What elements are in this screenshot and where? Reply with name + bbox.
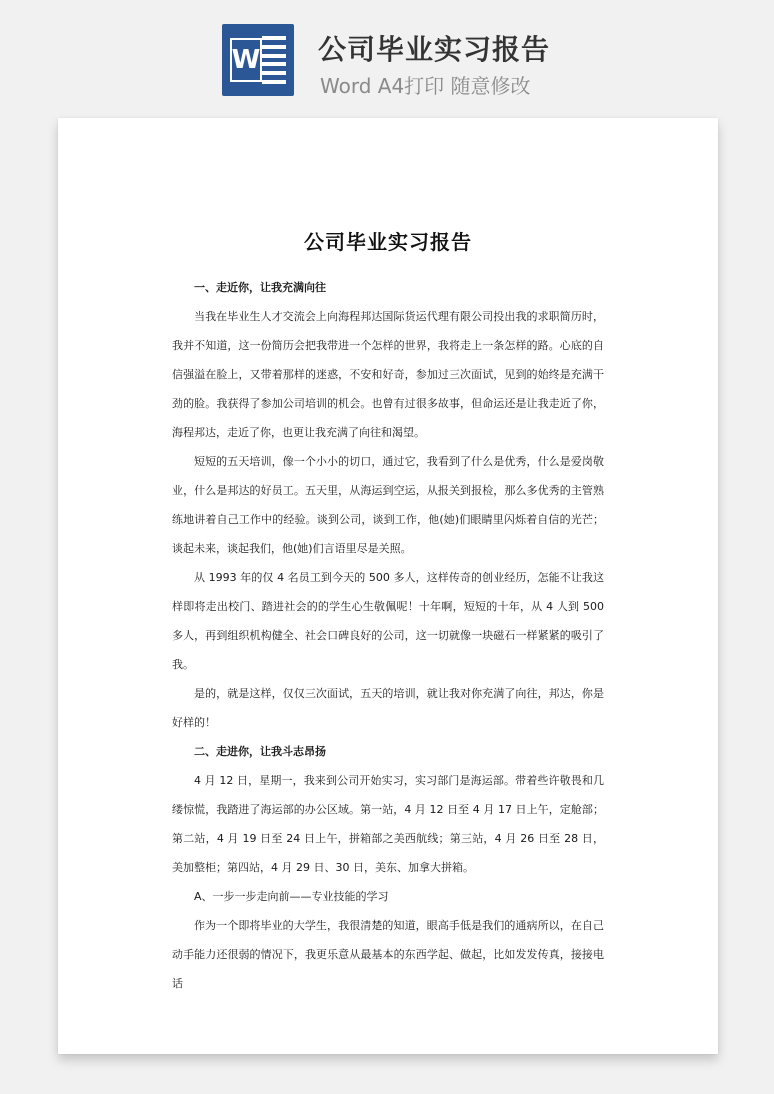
banner-subtitle: Word A4打印 随意修改 [320, 74, 531, 98]
paragraph: 当我在毕业生人才交流会上向海程邦达国际货运代理有限公司投出我的求职简历时，我并不知道，这一份简历会把我带进一个怎样的世界，我将走上一条怎样的路。心底的自信强溢在脸上，又带着那样的迷惑，不安和好奇，参加过三次面试，见到的始终是充满干劲的脸。我获得了参加公司培训的机会。也曾有过很多故事，但命运还是让我走近了你，海程邦达，走近了你，也更让我充满了向往和渴望。 [172, 310, 604, 439]
paragraph: A、一步一步走向前——专业技能的学习 [194, 890, 389, 903]
section-heading: 一、走近你，让我充满向往 [194, 281, 326, 294]
document-body [172, 273, 604, 998]
paragraph: 短短的五天培训，像一个小小的切口，通过它，我看到了什么是优秀，什么是爱岗敬业，什么是邦达的好员工。五天里，从海运到空运，从报关到报检，那么多优秀的主管熟练地讲着自己工作中的经验。谈到公司，谈到工作，他(她)们眼睛里闪烁着自信的光芒；谈起未来，谈起我们，他(她)们言语里尽是关照。 [172, 455, 604, 555]
banner [0, 0, 774, 118]
document-lines-icon [262, 36, 286, 84]
document-page [58, 118, 718, 1054]
paragraph: 是的，就是这样，仅仅三次面试，五天的培训，就让我对你充满了向往，邦达，你是好样的！ [172, 687, 604, 729]
section-heading: 二、走进你，让我斗志昂扬 [194, 745, 326, 758]
paragraph: 作为一个即将毕业的大学生，我很清楚的知道，眼高手低是我们的通病所以，在自己动手能力还很弱的情况下，我更乐意从最基本的东西学起、做起，比如发发传真，接接电话 [172, 919, 604, 990]
word-logo-letter: W [230, 38, 262, 82]
word-document-icon [222, 24, 294, 96]
paragraph: 4 月 12 日，星期一，我来到公司开始实习，实习部门是海运部。带着些许敬畏和几缕惊慌，我踏进了海运部的办公区域。第一站，4 月 12 日至 4 月 17 日上午，定舱部；第二站，4 月 19 日至 24 日上午，拼箱部之美西航线；第三站，4 月 26 日至 28 日，美加整柜；第四站，4 月 29 日、30 日，美东、加拿大拼箱。 [172, 774, 604, 874]
banner-title: 公司毕业实习报告 [318, 33, 551, 66]
paragraph: 从 1993 年的仅 4 名员工到今天的 500 多人，这样传奇的创业经历，怎能不让我这样即将走出校门、踏进社会的的学生心生敬佩呢！十年啊，短短的十年，从 4 人到 500 多人，再到组织机构健全、社会口碑良好的公司，这一切就像一块磁石一样紧紧的吸引了我。 [172, 571, 604, 671]
document-title: 公司毕业实习报告 [304, 230, 472, 254]
